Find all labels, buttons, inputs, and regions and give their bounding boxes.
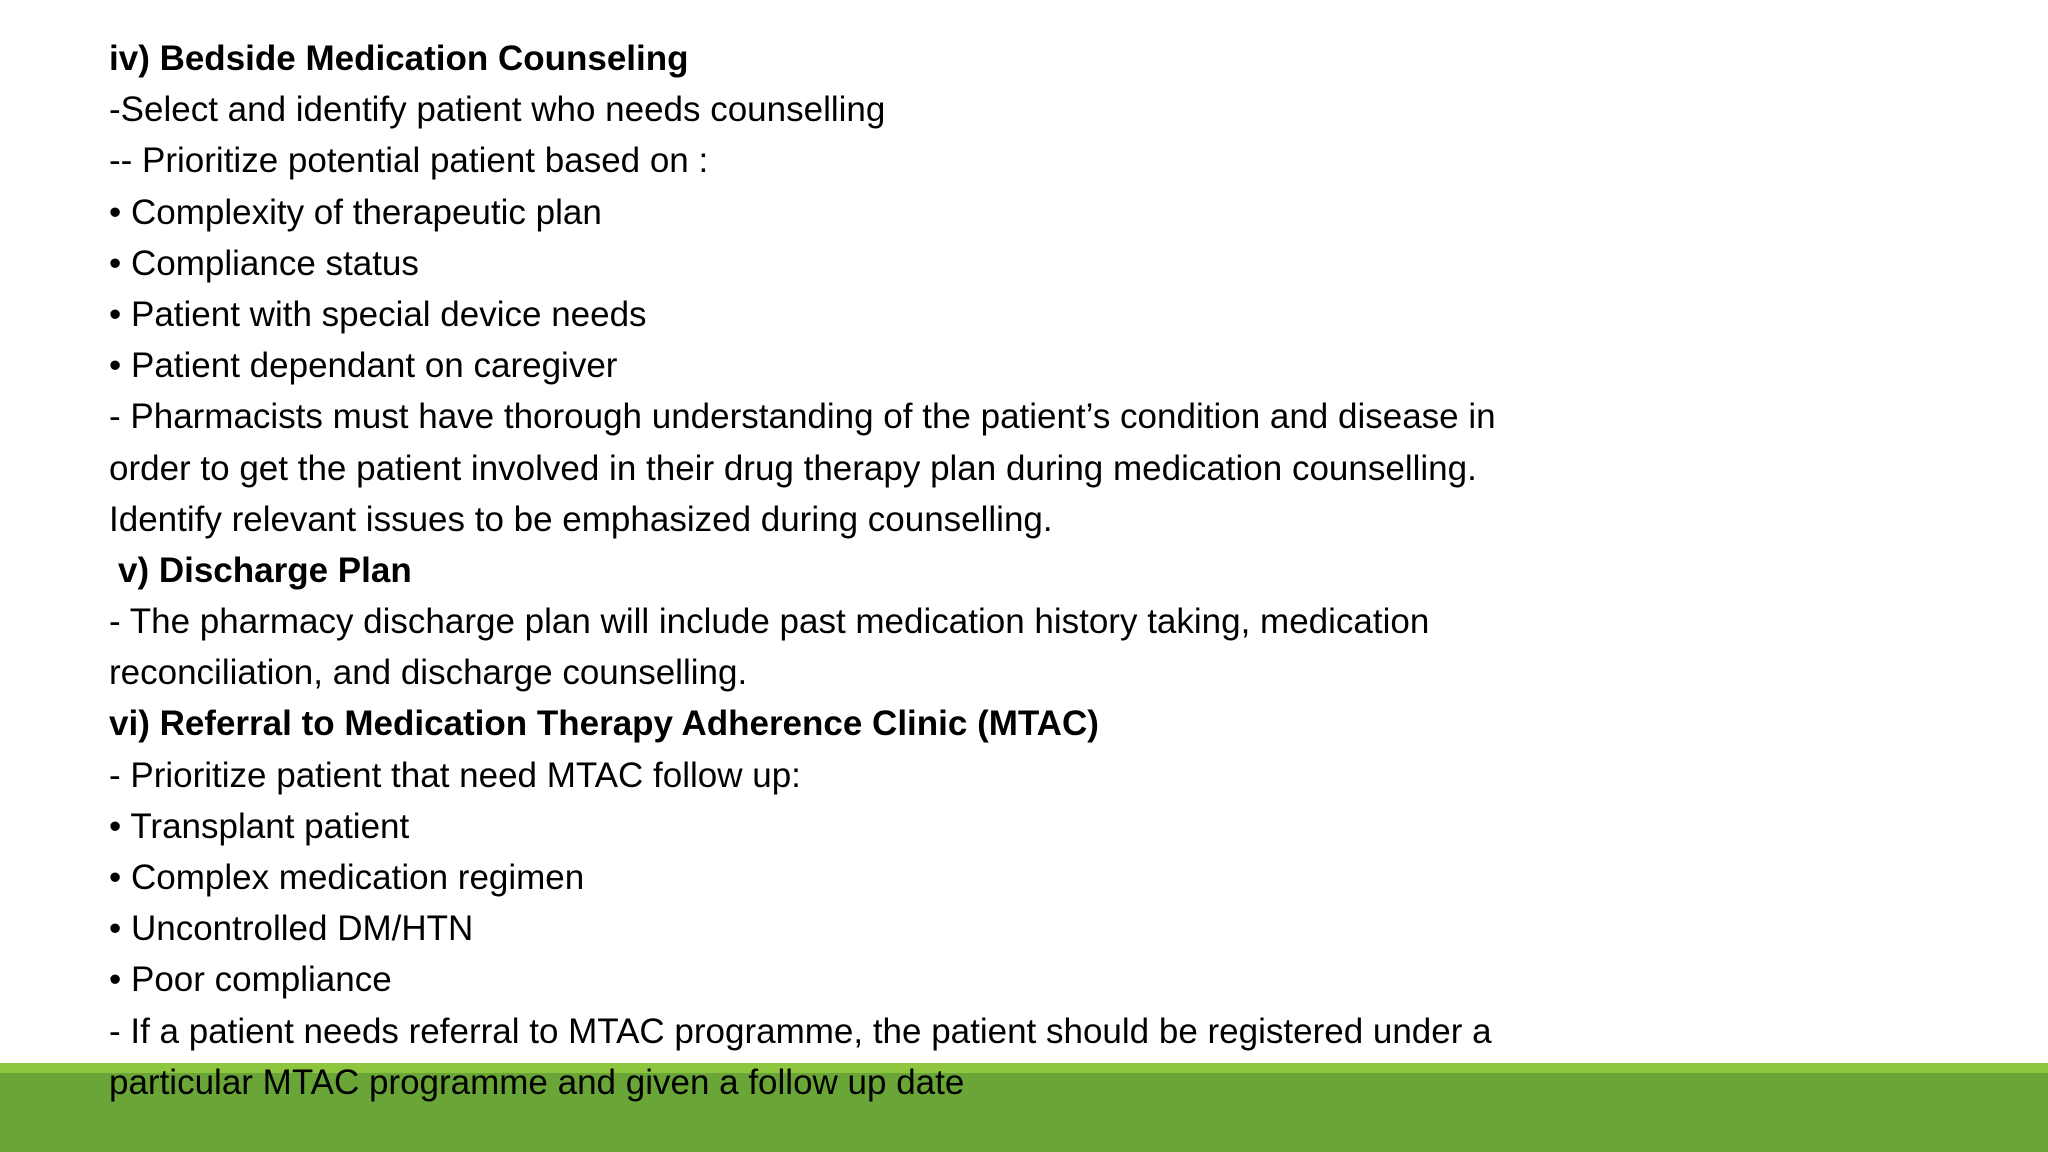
- section-v-line: reconciliation, and discharge counselling.: [109, 653, 748, 693]
- section-iv-line: -- Prioritize potential patient based on :: [109, 141, 709, 181]
- section-vi-line: - Prioritize patient that need MTAC follow up:: [109, 755, 801, 795]
- bullet-item: • Transplant patient: [109, 806, 410, 846]
- section-iv-heading: iv) Bedside Medication Counseling: [109, 39, 689, 78]
- bullet-item: • Complexity of therapeutic plan: [109, 192, 602, 232]
- section-vi-heading: vi) Referral to Medication Therapy Adherence Clinic (MTAC): [109, 704, 1099, 744]
- section-iv-line: Identify relevant issues to be emphasized during counselling.: [109, 499, 1053, 539]
- section-iv-line: - Pharmacists must have thorough understanding of the patient’s condition and disease in: [109, 397, 1496, 437]
- section-vi-line: particular MTAC programme and given a follow up date: [109, 1062, 965, 1102]
- bullet-item: • Complex medication regimen: [109, 858, 585, 897]
- section-vi-line: - If a patient needs referral to MTAC programme, the patient should be registered under a: [109, 1011, 1492, 1051]
- section-iv-line: -Select and identify patient who needs counselling: [109, 90, 886, 130]
- bullet-item: • Patient with special device needs: [109, 294, 647, 334]
- slide-content: [109, 33, 1809, 1108]
- section-v-heading: v) Discharge Plan: [118, 550, 412, 590]
- bullet-item: • Poor compliance: [109, 960, 392, 1000]
- section-v-line: - The pharmacy discharge plan will include past medication history taking, medication: [109, 602, 1430, 642]
- section-iv-line: order to get the patient involved in their drug therapy plan during medication counselling.: [109, 448, 1477, 488]
- bullet-item: • Compliance status: [109, 243, 419, 283]
- bullet-item: • Uncontrolled DM/HTN: [109, 909, 474, 949]
- bullet-item: • Patient dependant on caregiver: [109, 346, 618, 386]
